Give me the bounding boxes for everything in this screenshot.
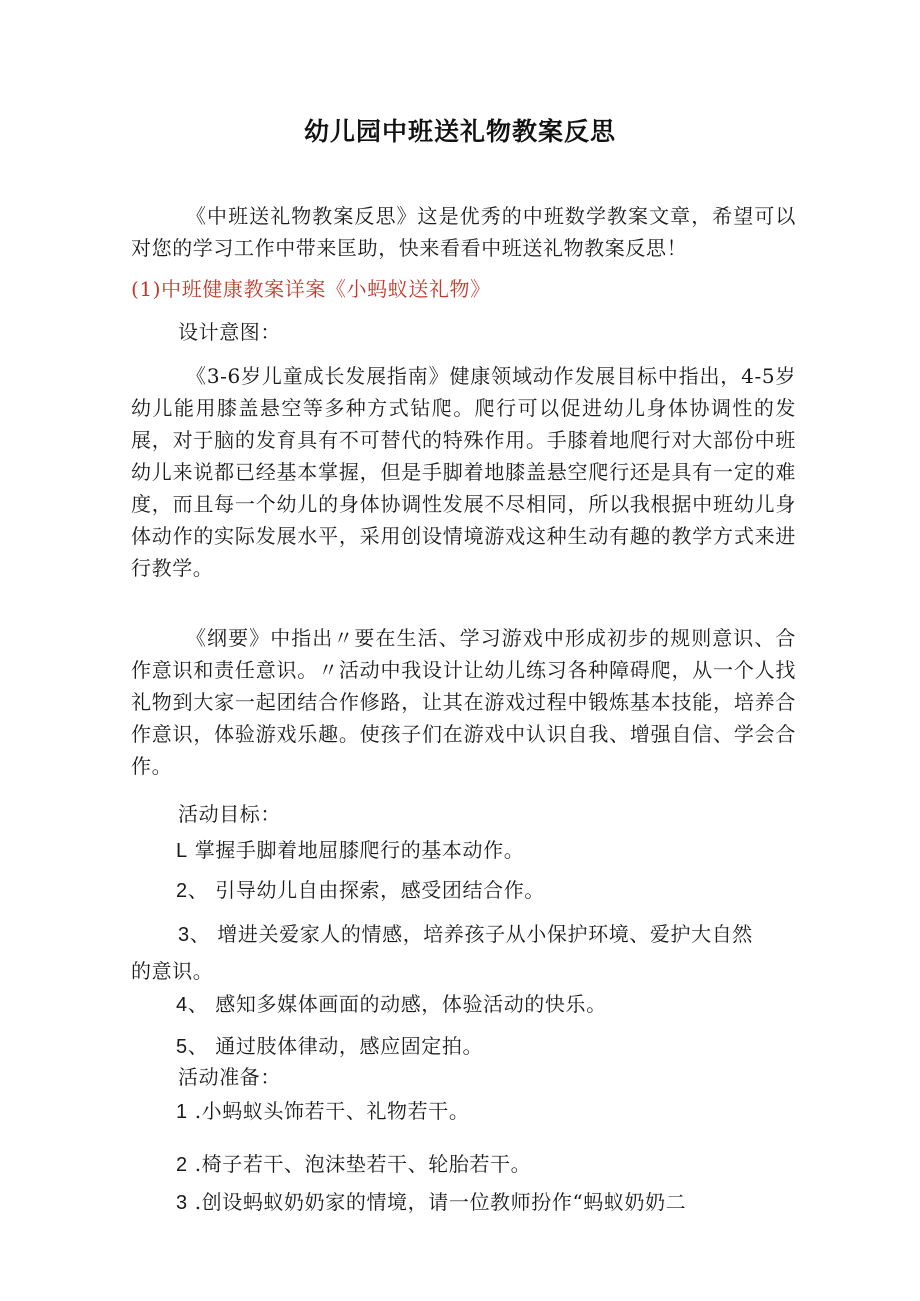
goals-label: 活动目标：	[178, 802, 281, 826]
design-paragraph-2: 《纲要》中指出〃要在生活、学习游戏中形成初步的规则意识、合作意识和责任意识。〃活动中我设计让幼儿练习各种障碍爬，从一个人找礼物到大家一起团结合作修路，让其在游戏过程中锻炼基本技能，培养合作意识，体验游戏乐趣。使孩子们在游戏中认识自我、增强自信、学会合作。	[131, 626, 796, 778]
design-paragraph-1: 《3-6岁儿童成长发展指南》健康领域动作发展目标中指出，4-5岁幼儿能用膝盖悬空等多种方式钻爬。爬行可以促进幼儿身体协调性的发展，对于脑的发育具有不可替代的特殊作用。手膝着地爬行对大部份中班幼儿来说都已经基本掌握，但是手脚着地膝盖悬空爬行还是具有一定的难度，而且每一个幼儿的身体协调性发展不尽相同，所以我根据中班幼儿身体动作的实际发展水平，采用创设情境游戏这种生动有趣的教学方式来进行教学。	[131, 364, 796, 580]
prep-text: .小蚂蚁头饰若干、礼物若干。	[194, 1099, 470, 1123]
goal-text: 引导幼儿自由探索，感受团结合作。	[215, 878, 545, 902]
goal-item-continuation	[131, 957, 213, 985]
goal-text: 感知多媒体画面的动感，体验活动的快乐。	[215, 992, 607, 1016]
prep-text: .创设蚂蚁奶奶家的情境，请一位教师扮作“蚂蚁奶奶二	[194, 1190, 687, 1214]
goal-item	[176, 990, 607, 1019]
goal-marker: 3、	[178, 924, 211, 946]
preparation-label: 活动准备：	[178, 1065, 281, 1089]
prep-marker: 3	[176, 1192, 188, 1214]
document-title: 幼儿园中班送礼物教案反思	[303, 117, 616, 146]
goal-item	[178, 920, 753, 949]
goal-item	[176, 836, 524, 865]
goal-marker: 5、	[176, 1036, 209, 1058]
section-heading: (1)中班健康教案详案《小蚂蚁送礼物》	[131, 277, 491, 301]
intro-paragraph: 《中班送礼物教案反思》这是优秀的中班数学教案文章，希望可以对您的学习工作中带来匡助，快来看看中班送礼物教案反思！	[131, 204, 796, 260]
prep-text: .椅子若干、泡沫垫若干、轮胎若干。	[194, 1152, 532, 1176]
prep-marker: 2	[176, 1154, 188, 1176]
goal-text: 的意识。	[131, 959, 214, 983]
goal-text: 通过肢体律动，感应固定拍。	[215, 1034, 484, 1058]
goal-item	[176, 876, 545, 905]
prep-marker: 1	[176, 1101, 188, 1123]
goal-text: 增进关爱家人的情感，培养孩子从小保护环境、爱护大自然	[217, 922, 753, 946]
design-intent-label: 设计意图：	[178, 320, 281, 344]
goal-item	[176, 1032, 483, 1061]
prep-item	[176, 1188, 686, 1217]
prep-item	[176, 1150, 531, 1179]
goal-marker: L	[176, 840, 188, 862]
prep-item	[176, 1097, 469, 1126]
goal-marker: 2、	[176, 880, 209, 902]
goal-marker: 4、	[176, 994, 209, 1016]
goal-text: 掌握手脚着地屈膝爬行的基本动作。	[194, 838, 525, 862]
